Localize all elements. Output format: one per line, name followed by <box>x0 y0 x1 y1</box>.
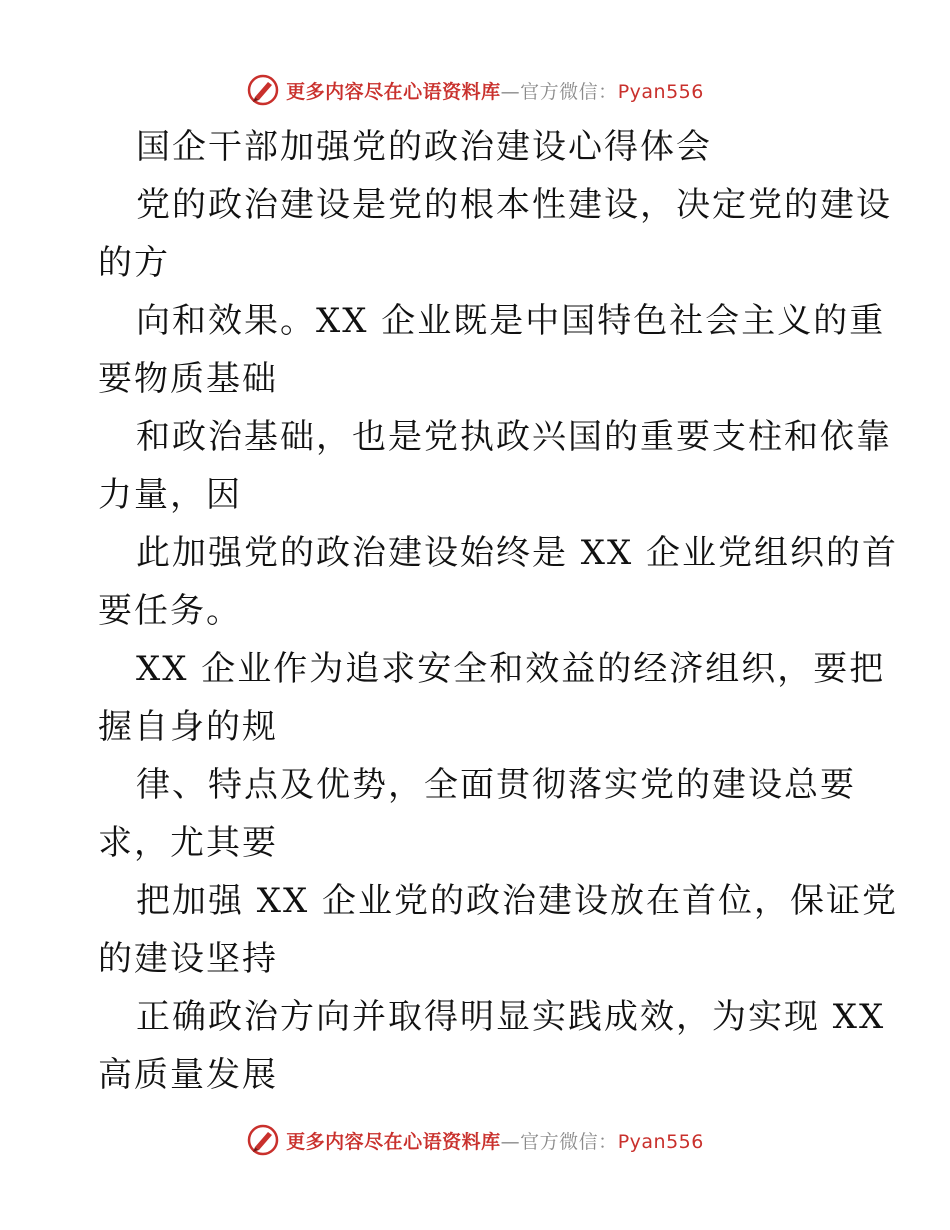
header-watermark <box>0 70 950 110</box>
watermark-separator: — <box>500 1130 521 1153</box>
pen-logo-icon <box>246 73 280 107</box>
paragraph-line: 此加强党的政治建设始终是 XX 企业党组织的首 <box>136 533 899 573</box>
paragraph-line: 力量，因 <box>98 475 242 515</box>
paragraph-line: 要任务。 <box>98 591 242 631</box>
watermark-wechat-id: Pyan556 <box>617 80 704 103</box>
pen-logo-icon <box>246 1123 280 1157</box>
paragraph-line: 正确政治方向并取得明显实践成效，为实现 XX <box>136 997 886 1037</box>
watermark-text <box>286 77 704 104</box>
watermark-text <box>286 1127 704 1154</box>
paragraph-line: 律、特点及优势，全面贯彻落实党的建设总要 <box>136 765 856 805</box>
paragraph-line: 要物质基础 <box>98 359 278 399</box>
paragraph-line: 把加强 XX 企业党的政治建设放在首位，保证党 <box>136 881 899 921</box>
paragraph-line: 的建设坚持 <box>98 939 278 979</box>
watermark-wechat-id: Pyan556 <box>617 1130 704 1153</box>
document-body <box>98 118 899 1104</box>
document-title: 国企干部加强党的政治建设心得体会 <box>136 127 712 167</box>
paragraph-line: 高质量发展 <box>98 1055 278 1095</box>
footer-watermark <box>0 1120 950 1160</box>
paragraph-line: 党的政治建设是党的根本性建设，决定党的建设 <box>136 185 892 225</box>
paragraph-line: 的方 <box>98 243 170 283</box>
watermark-wechat-label: 官方微信： <box>520 1130 618 1153</box>
paragraph-line: 和政治基础，也是党执政兴国的重要支柱和依靠 <box>136 417 892 457</box>
paragraph-line: 向和效果。XX 企业既是中国特色社会主义的重 <box>136 301 886 341</box>
paragraph-line: 握自身的规 <box>98 707 278 747</box>
paragraph-line: XX 企业作为追求安全和效益的经济组织，要把 <box>136 649 886 689</box>
watermark-separator: — <box>500 80 521 103</box>
watermark-brand: 更多内容尽在心语资料库 <box>286 80 501 103</box>
watermark-brand: 更多内容尽在心语资料库 <box>286 1130 501 1153</box>
paragraph-line: 求，尤其要 <box>98 823 278 863</box>
watermark-wechat-label: 官方微信： <box>520 80 618 103</box>
